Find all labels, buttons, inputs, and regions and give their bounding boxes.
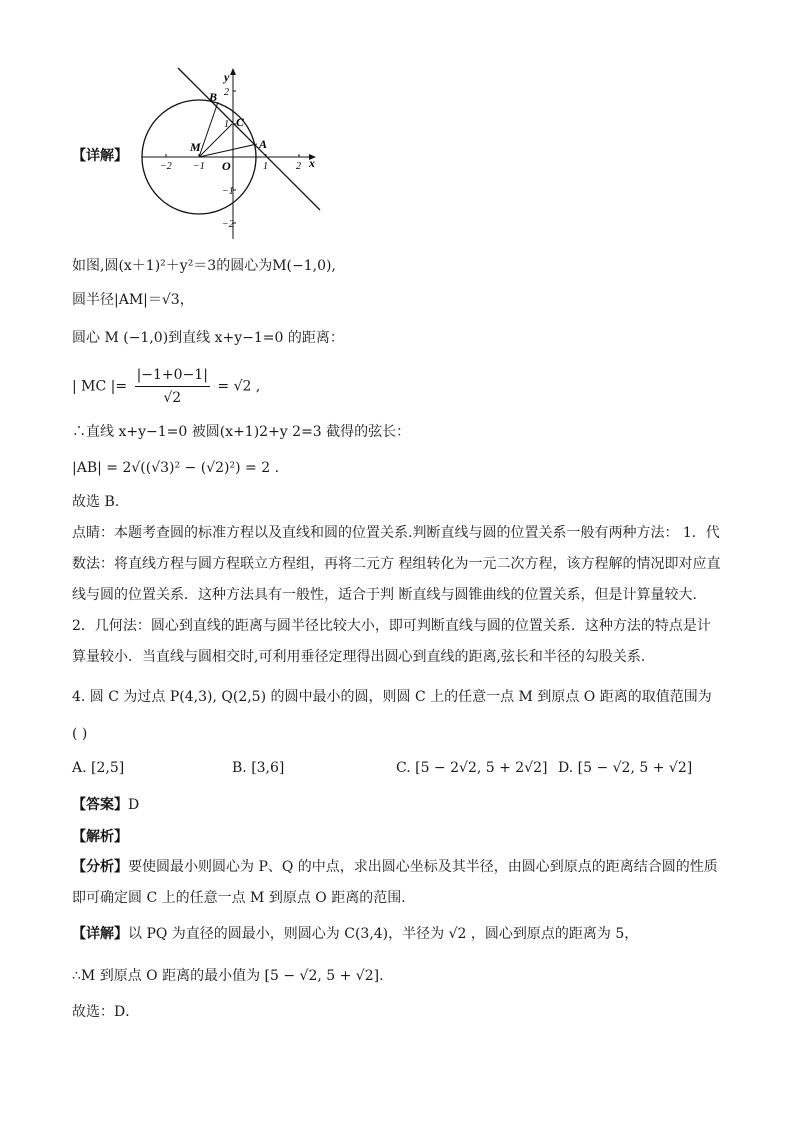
tick-x-1: 1 — [263, 161, 268, 172]
tick-x-2: 2 — [296, 161, 301, 172]
detail-tag: 【详解】 — [72, 148, 128, 164]
tick-y-2: 2 — [224, 87, 229, 98]
question-4-parens: ( ) — [72, 726, 88, 742]
solution-line-5: ∴直线 x+y−1=0 被圆(x+1)2+y 2=3 截得的弦长： — [72, 424, 411, 440]
point-label-C: C — [236, 115, 245, 129]
solution-line-2: 圆半径|AM|＝√3， — [72, 292, 194, 308]
answer-value: D — [128, 797, 140, 813]
mc-fraction — [135, 364, 210, 409]
mc-rhs: = √2 , — [217, 378, 261, 395]
ab-formula: |AB| = 2√((√3)² − (√2)²) = 2 . — [72, 460, 280, 476]
final-line: 故选：D． — [72, 1004, 140, 1020]
segment-MA — [199, 144, 257, 157]
solution-line-1: 如图,圆(x＋1)²＋y²＝3的圆心为M(−1,0), — [72, 258, 336, 274]
answer-tag: 【答案】 — [72, 797, 128, 813]
detail-text: 以 PQ 为直径的圆最小，则圆心为 C(3,4)，半径为 √2 ，圆心到原点的距离为 5， — [128, 926, 639, 942]
mc-numerator: |−1+0−1| — [135, 364, 210, 387]
y-axis-label: y — [224, 70, 230, 84]
tick-y-1: 1 — [224, 119, 229, 130]
point-label-A: A — [259, 137, 268, 151]
comment-paragraph: 点睛：本题考查圆的标准方程以及直线和圆的位置关系.判断直线与圆的位置关系一般有两种方法： 1．代数法：将直线方程与圆方程联立方程组，再将二元方 程组转化为一元二次方程，该方程解的情况即对应直线与圆的位置关系．这种方法具有一般性，适合于判 断直线与圆锥曲线的位置关系，但是计算量较大．2．几何法：圆心到直线的距离与圆半径比较大小，即可判断直线与圆的位置关系．这种方法的特点是计算量较小．当直线与圆相交时,可利用垂径定理得出圆心到直线的距离,弦长和半径的勾股关系. — [72, 525, 721, 665]
y-axis-arrow — [230, 68, 236, 75]
x-axis-label: x — [309, 156, 315, 170]
analysis-tag: 【解析】 — [72, 829, 128, 845]
result-line: ∴M 到原点 O 距离的最小值为 [5 − √2, 5 + √2]. — [72, 968, 384, 984]
analysis-text: 要使圆最小则圆心为 P、Q 的中点，求出圆心坐标及其半径，由圆心到原点的距离结合圆的性质即可确定圆 C 上的任意一点 M 到原点 O 距离的范围. — [72, 859, 718, 906]
tick-x-neg1: −1 — [193, 161, 205, 172]
tick-y-neg1: −1 — [222, 186, 234, 197]
mc-denominator: √2 — [163, 390, 182, 406]
mc-lhs: | MC |= — [72, 378, 128, 395]
detail-tag-2: 【详解】 — [72, 926, 128, 942]
option-b: B. [3,6] — [232, 760, 285, 776]
tick-y-neg2: −2 — [222, 219, 234, 230]
analysis-sub-tag: 【分析】 — [72, 859, 128, 875]
option-a: A. [2,5] — [72, 760, 125, 776]
solution-conclusion: 故选 B. — [72, 494, 120, 510]
answer-line — [72, 795, 139, 815]
point-label-M: M — [190, 140, 201, 154]
segment-MB — [199, 102, 218, 157]
mc-formula — [72, 364, 260, 409]
option-c: C. [5 − 2√2, 5 + 2√2] — [396, 760, 548, 776]
analysis-paragraph — [72, 852, 722, 914]
geometry-figure — [140, 64, 325, 242]
question-4-stem: 4. 圆 C 为过点 P(4,3), Q(2,5) 的圆中最小的圆，则圆 C 上的任意一点 M 到原点 O 距离的取值范围为 — [72, 689, 712, 705]
tick-x-neg2: −2 — [160, 161, 172, 172]
option-d: D. [5 − √2, 5 + √2] — [558, 760, 693, 776]
origin-label: O — [222, 159, 231, 173]
line-x-plus-y-minus-1 — [178, 68, 320, 210]
point-label-B: B — [209, 90, 218, 104]
detail-line — [72, 924, 638, 944]
solution-line-3: 圆心 M (−1,0)到直线 x+y−1=0 的距离： — [72, 330, 344, 346]
